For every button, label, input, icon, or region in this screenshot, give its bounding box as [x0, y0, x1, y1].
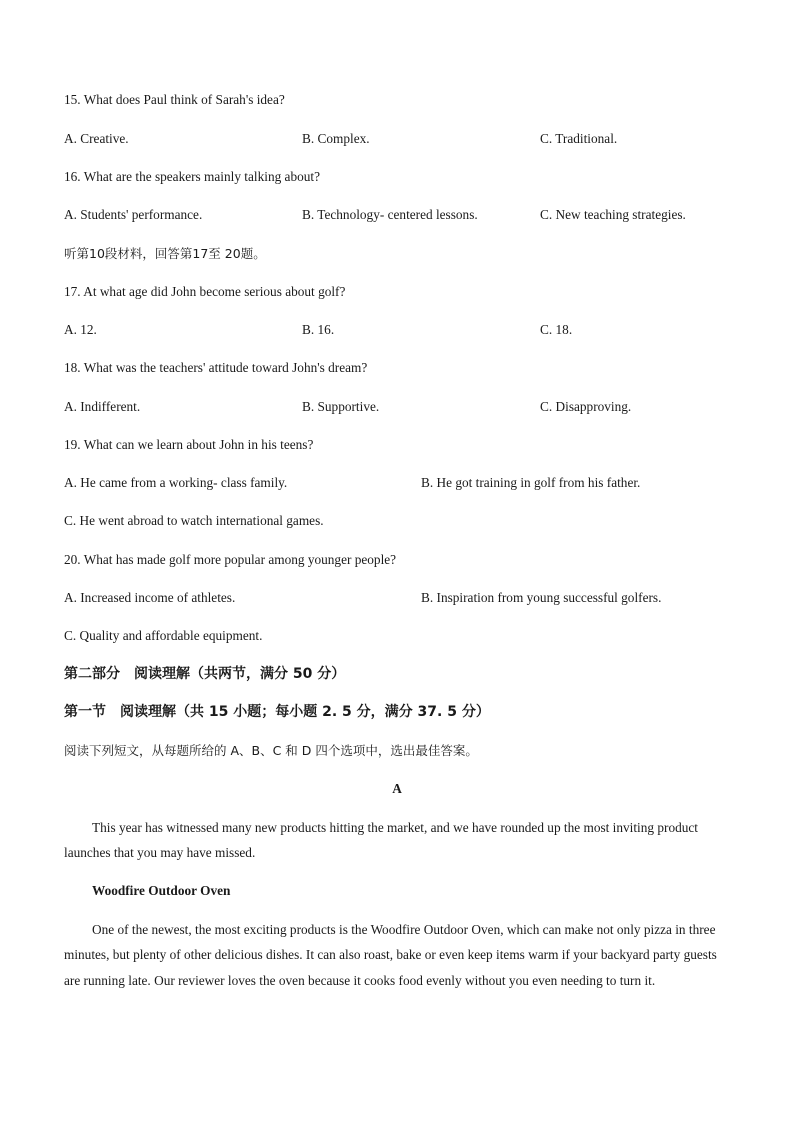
- question-17-option-c: C. 18.: [540, 322, 573, 337]
- question-18-option-a: A. Indifferent.: [64, 399, 141, 414]
- question-15-option-c: C. Traditional.: [540, 131, 618, 146]
- question-19-option-c: C. He went abroad to watch international games.: [64, 513, 324, 528]
- question-19-option-b: B. He got training in golf from his father.: [421, 475, 641, 490]
- reading-instruction: 阅读下列短文，从每题所给的 A、B、C 和 D 四个选项中，选出最佳答案。: [64, 743, 478, 758]
- question-16-stem: 16. What are the speakers mainly talking about?: [64, 169, 321, 184]
- question-18-option-c: C. Disapproving.: [540, 399, 632, 414]
- question-17-stem: 17. At what age did John become serious about golf?: [64, 284, 346, 299]
- question-20-stem: 20. What has made golf more popular among younger people?: [64, 552, 397, 567]
- section-one-heading: 第一节 阅读理解（共 15 小题；每小题 2. 5 分，满分 37. 5 分）: [64, 704, 490, 720]
- listening-instruction: 听第10段材料，回答第17至 20题。: [64, 246, 266, 261]
- question-16-option-a: A. Students' performance.: [64, 207, 203, 222]
- question-20-option-a: A. Increased income of athletes.: [64, 590, 236, 605]
- question-15-option-b: B. Complex.: [302, 131, 370, 146]
- part-two-heading: 第二部分 阅读理解（共两节，满分 50 分）: [64, 666, 346, 682]
- passage-intro: This year has witnessed many new products hitting the market, and we have rounded up the most inviting product launches that you may have missed.: [64, 820, 698, 861]
- question-18-stem: 18. What was the teachers' attitude toward John's dream?: [64, 360, 368, 375]
- question-20-option-b: B. Inspiration from young successful golfers.: [421, 590, 662, 605]
- question-20-option-c: C. Quality and affordable equipment.: [64, 628, 263, 643]
- passage-label: A: [392, 781, 402, 796]
- question-16-option-b: B. Technology- centered lessons.: [302, 207, 478, 222]
- question-16-option-c: C. New teaching strategies.: [540, 207, 686, 222]
- question-19-stem: 19. What can we learn about John in his teens?: [64, 437, 314, 452]
- question-15-option-a: A. Creative.: [64, 131, 129, 146]
- question-17-option-b: B. 16.: [302, 322, 335, 337]
- question-17-option-a: A. 12.: [64, 322, 97, 337]
- question-19-option-a: A. He came from a working- class family.: [64, 475, 288, 490]
- question-15-stem: 15. What does Paul think of Sarah's idea?: [64, 92, 285, 107]
- passage-body: One of the newest, the most exciting products is the Woodfire Outdoor Oven, which can make not only pizza in three minutes, but plenty of other delicious dishes. It can also roast, bake or even keep items warm if your backyard party guests are running late. Our reviewer loves the oven because it cooks food evenly without you even needing to turn it.: [64, 922, 717, 988]
- question-18-option-b: B. Supportive.: [302, 399, 380, 414]
- passage-subheading: Woodfire Outdoor Oven: [92, 883, 231, 898]
